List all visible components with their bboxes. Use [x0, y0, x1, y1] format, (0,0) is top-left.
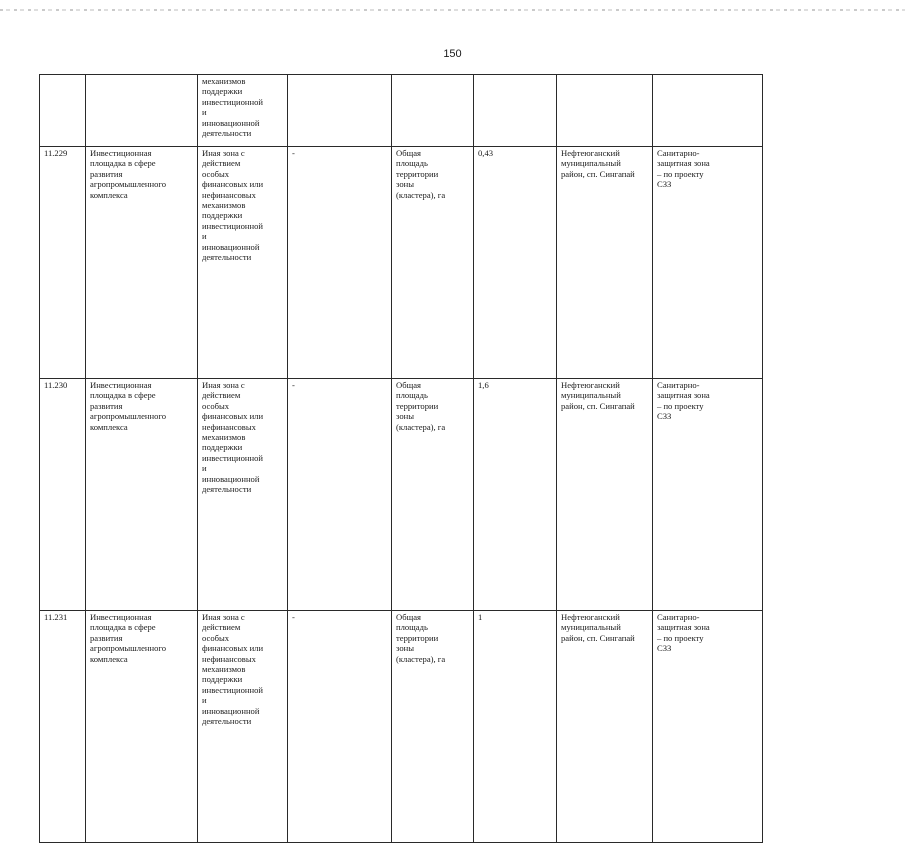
cell-name — [86, 75, 198, 147]
table-row — [40, 147, 854, 379]
cell-note: Санитарно- защитная зона – по проекту СЗЗ — [653, 147, 763, 379]
page-number: 150 — [443, 48, 462, 60]
scan-edge-artifact — [0, 9, 905, 11]
table-row-continuation — [40, 75, 854, 147]
cell-param: Общая площадь территории зоны (кластера), га — [392, 378, 474, 610]
cell-num: 11.230 — [40, 378, 86, 610]
cell-name: Инвестиционная площадка в сфере развития агропромышленного комплекса — [86, 610, 198, 842]
registry-table — [39, 74, 854, 843]
cell-param: Общая площадь территории зоны (кластера), га — [392, 147, 474, 379]
cell-note — [653, 75, 763, 147]
table-row — [40, 610, 854, 842]
cell-value: 1 — [474, 610, 557, 842]
cell-note: Санитарно- защитная зона – по проекту СЗЗ — [653, 378, 763, 610]
cell-num: 11.229 — [40, 147, 86, 379]
cell-col4: - — [288, 147, 392, 379]
cell-zone-type: Иная зона с действием особых финансовых или нефинансовых механизмов поддержки инвестиционной и инновационной деятельности — [198, 610, 288, 842]
cell-location — [557, 75, 653, 147]
cell-num: 11.231 — [40, 610, 86, 842]
cell-col4: - — [288, 378, 392, 610]
cell-param — [392, 75, 474, 147]
cell-value: 1,6 — [474, 378, 557, 610]
cell-location: Нефтеюганский муниципальный район, сп. Сингапай — [557, 147, 653, 379]
cell-col4 — [288, 75, 392, 147]
cell-zone-type: механизмов поддержки инвестиционной и инновационной деятельности — [198, 75, 288, 147]
cell-name: Инвестиционная площадка в сфере развития агропромышленного комплекса — [86, 147, 198, 379]
table-row — [40, 378, 854, 610]
cell-name: Инвестиционная площадка в сфере развития агропромышленного комплекса — [86, 378, 198, 610]
cell-param: Общая площадь территории зоны (кластера), га — [392, 610, 474, 842]
cell-zone-type: Иная зона с действием особых финансовых или нефинансовых механизмов поддержки инвестиционной и инновационной деятельности — [198, 147, 288, 379]
cell-value: 0,43 — [474, 147, 557, 379]
cell-num — [40, 75, 86, 147]
cell-note: Санитарно- защитная зона – по проекту СЗЗ — [653, 610, 763, 842]
cell-value — [474, 75, 557, 147]
cell-zone-type: Иная зона с действием особых финансовых или нефинансовых механизмов поддержки инвестиционной и инновационной деятельности — [198, 378, 288, 610]
cell-location: Нефтеюганский муниципальный район, сп. Сингапай — [557, 610, 653, 842]
cell-col4: - — [288, 610, 392, 842]
cell-location: Нефтеюганский муниципальный район, сп. Сингапай — [557, 378, 653, 610]
